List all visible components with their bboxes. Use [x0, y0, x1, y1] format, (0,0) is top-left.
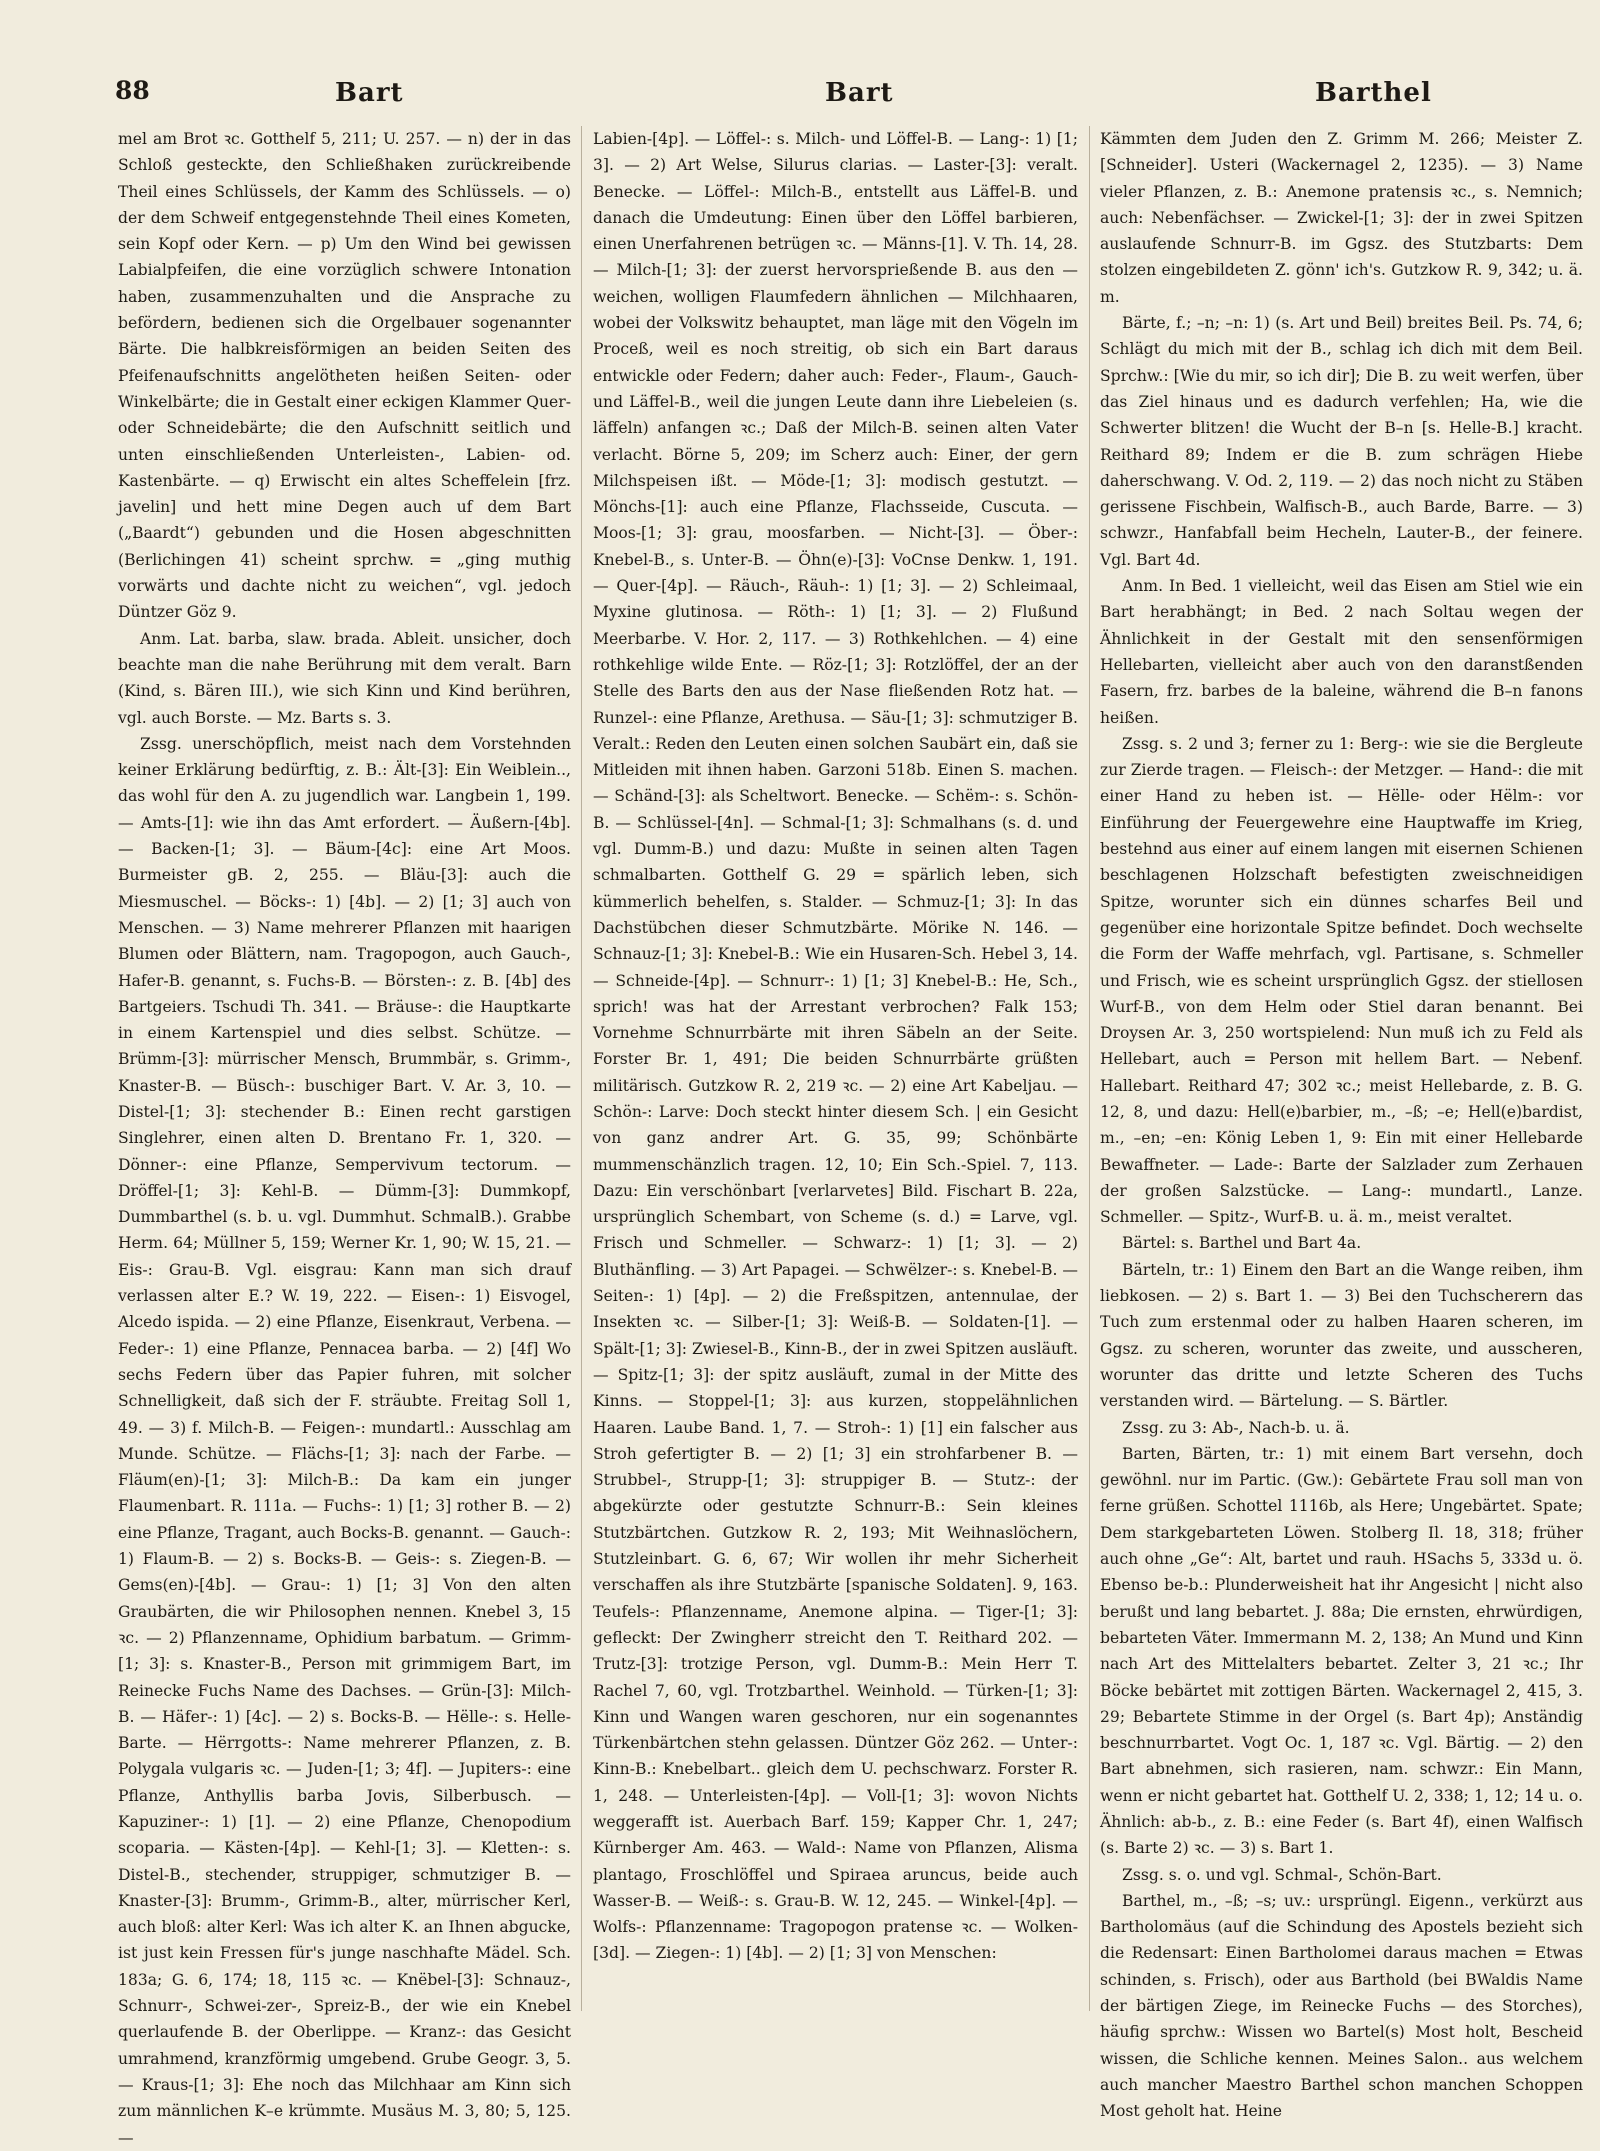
paragraph: Bärte, f.; –n; –n: 1) (s. Art und Beil) breites Beil. Ps. 74, 6; Schlägt du mich mit der B., schlag ich dich mit dem Beil. Sprchw.: [Wie du mir, so ich dir]; Die B. zu weit werfen, über das Ziel hinaus und es dadurch verfehlen; Ha, wie die Schwerter blitzen! die Wucht der B–n [s. Helle-B.] kracht. Reithard 89; Indem er die B. zum schrägen Hiebe daherschwang. V. Od. 2, 119. — 2) das noch nicht zu Stäben gerissene Fischbein, Walfisch-B., auch Barde, Barre. — 3) schwzr., Hanfabfall beim Hecheln, Lauter-B., der feinere. Vgl. Bart 4d. [1100, 314, 1583, 569]
paragraph: Anm. In Bed. 1 vielleicht, weil das Eisen am Stiel wie ein Bart herabhängt; in Bed. 2 nach Soltau wegen der Ähnlichkeit in der Gestalt mit den sensenförmigen Hellebarten, vielleicht aber auch von den daranstßenden Fasern, frz. barbes de la baleine, während die B–n fanons heißen. [1100, 577, 1583, 727]
paragraph: Zssg. zu 3: Ab-, Nach-b. u. ä. [1122, 1418, 1350, 1437]
column-right [1100, 126, 1583, 2121]
paragraph: mel am Brot ꝛc. Gotthelf 5, 211; U. 257. — n) der in das Schloß gesteckte, den Schließhaken zurückreibende Theil eines Schlüssels, der Kamm des Schlüssels. — o) der dem Schweif entgegenstehnde Theil eines Kometen, sein Kopf oder Kern. — p) Um den Wind bei gewissen Labialpfeifen, die eine vorzüglich schwere Intonation haben, zusammenzuhalten und die Ansprache zu befördern, bedienen sich die Orgelbauer sogenannter Bärte. Die halbkreisförmigen an beiden Seiten des Pfeifenaufschnitts angelötheten heißen Seiten- oder Winkelbärte; die in Gestalt einer eckigen Klammer Quer- oder Schneidebärte; die den Aufschnitt seitlich und unten einschließenden Unterleisten-, Labien- od. Kastenbärte. — q) Erwischt ein altes Scheffelein [frz. javelin] und hett mine Degen auch uf dem Bart („Baardt“) gebunden und die Hosen abgeschnitten (Berlichingen 41) scheint sprchw. = „ging muthig vorwärts und dachte nicht zu weichen“, vgl. jedoch Düntzer Göz 9. [118, 130, 571, 622]
running-headword-left: Bart [335, 78, 404, 108]
column-middle [593, 126, 1078, 2016]
paragraph: Anm. Lat. barba, slaw. brada. Ableit. unsicher, doch beachte man die nahe Berührung mit dem veralt. Barn (Kind, s. Bären III.), wie sich Kinn und Kind berühren, vgl. auch Borste. — Mz. Barts s. 3. [118, 629, 571, 727]
column-left [118, 126, 571, 2147]
paragraph: Barthel, m., –ß; –s; uv.: ursprüngl. Eigenn., verkürzt aus Bartholomäus (auf die Schindung des Apostels bezieht sich die Redensart: Einen Bartholomei daraus machen = Etwas schinden, s. Frisch), oder aus Barthold (bei BWaldis Name der bärtigen Ziege, im Reinecke Fuchs — des Storches), häufig sprchw.: Wissen wo Bartel(s) Most holt, Bescheid wissen, die Schliche kennen. Meines Salon.. aus welchem auch mancher Maestro Barthel schon manchen Schoppen Most geholt hat. Heine [1100, 1891, 1583, 2121]
paragraph: Bärteln, tr.: 1) Einem den Bart an die Wange reiben, ihm liebkosen. — 2) s. Bart 1. — 3) Bei den Tuchscherern das Tuch zum erstenmal oder zu halben Haaren scheren, im Ggsz. zu scheren, worunter das zweite, und ausscheren, worunter das dritte und letzte Scheren des Tuchs verstanden wird. — Bärtelung. — S. Bärtler. [1100, 1260, 1583, 1411]
paragraph: Zssg. s. o. und vgl. Schmal-, Schön-Bart. [1122, 1865, 1442, 1884]
paragraph: Kämmten dem Juden den Z. Grimm M. 266; Meister Z. [Schneider]. Usteri (Wackernagel 2, 1235). — 3) Name vieler Pflanzen, z. B.: Anemone pratensis ꝛc., s. Nemnich; auch: Nebenfächser. — Zwickel-[1; 3]: der in zwei Spitzen auslaufende Schnurr-B. im Ggsz. des Stutzbarts: Dem stolzen eingebildeten Z. gönn' ich's. Gutzkow R. 9, 342; u. ä. m. [1100, 130, 1583, 306]
paragraph: Bärtel: s. Barthel und Bart 4a. [1122, 1234, 1362, 1253]
paragraph: Barten, Bärten, tr.: 1) mit einem Bart versehn, doch gewöhnl. nur im Partic. (Gw.): Gebärtete Frau soll man von ferne grüßen. Schottel 1116b, als Here; Ungebärtet. Spate; Dem starkgebarteten Löwen. Stolberg Il. 18, 318; früher auch ohne „Ge“: Alt, bartet und rauh. HSachs 5, 333d u. ö. Ebenso be-b.: Plunderweisheit hat ihr Angesicht | nicht also berußt und lang bebartet. J. 88a; Die ernsten, ehrwürdigen, bebarteten Väter. Immermann M. 2, 138; An Mund und Kinn nach Art des Mittelalters bebartet. Zelter 3, 21 ꝛc.; Ihr Böcke bebärtet mit zottigen Bärten. Wackernagel 2, 415, 3. 29; Bebartete Stimme in der Orgel (s. Bart 4p); Anständig beschnurrbartet. Vogt Oc. 1, 187 ꝛc. Vgl. Bärtig. — 2) den Bart abnehmen, sich rasieren, nam. schwzr.: Ein Mann, wenn er nicht gebartet hat. Gotthelf U. 2, 338; 1, 12; 14 u. o. Ähnlich: ab-b., z. B.: eine Feder (s. Bart 4f), einen Walfisch (s. Barte 2) ꝛc. — 3) s. Bart 1. [1100, 1444, 1583, 1858]
running-headword-right: Barthel [1315, 78, 1432, 108]
paragraph: Zssg. unerschöpflich, meist nach dem Vorstehnden keiner Erklärung bedürftig, z. B.: Ält-[3]: Ein Weiblein.., das wohl für den A. zu jugendlich war. Langbein 1, 199. — Amts-[1]: wie ihn das Amt erfordert. — Äußern-[4b]. — Backen-[1; 3]. — Bäum-[4c]: eine Art Moos. Burmeister gB. 2, 255. — Bläu-[3]: auch die Miesmuschel. — Böcks-: 1) [4b]. — 2) [1; 3] auch von Menschen. — 3) Name mehrerer Pflanzen mit haarigen Blumen oder Blättern, nam. Tragopogon, auch Gauch-, Hafer-B. genannt, s. Fuchs-B. — Börsten-: z. B. [4b] des Bartgeiers. Tschudi Th. 341. — Bräuse-: die Hauptkarte in einem Kartenspiel und dies selbst. Schütze. — Brümm-[3]: mürrischer Mensch, Brummbär, s. Grimm-, Knaster-B. — Büsch-: buschiger Bart. V. Ar. 3, 10. — Distel-[1; 3]: stechender B.: Einen recht garstigen Singlehrer, einen alten D. Brentano Fr. 1, 320. — Dönner-: eine Pflanze, Sempervivum tectorum. — Dröffel-[1; 3]: Kehl-B. — Dümm-[3]: Dummkopf, Dummbarthel (s. b. u. vgl. Dummhut. SchmalB.). Grabbe Herm. 64; Müllner 5, 159; Werner Kr. 1, 90; W. 15, 21. — Eis-: Grau-B. Vgl. eisgrau: Kann man sich drauf verlassen alter E.? W. 19, 222. — Eisen-: 1) Eisvogel, Alcedo ispida. — 2) eine Pflanze, Eisenkraut, Verbena. — Feder-: 1) eine Pflanze, Pennacea barba. — 2) [4f] Wo sechs Federn über das Papier fuhren, mit solcher Schnelligkeit, daß sich der F. sträubte. Freitag Soll 1, 49. — 3) f. Milch-B. — Feigen-: mundartl.: Ausschlag am Munde. Schütze. — Flächs-[1; 3]: nach der Farbe. — Fläum(en)-[1; 3]: Milch-B.: Da kam ein junger Flaumenbart. R. 111a. — Fuchs-: 1) [1; 3] rother B. — 2) eine Pflanze, Tragant, auch Bocks-B. genannt. — Gauch-: 1) Flaum-B. — 2) s. Bocks-B. — Geis-: s. Ziegen-B. — Gems(en)-[4b]. — Grau-: 1) [1; 3] Von den alten Graubärten, die wir Philosophen nennen. Knebel 3, 15 ꝛc. — 2) Pflanzenname, Ophidium barbatum. — Grimm-[1; 3]: s. Knaster-B., Person mit grimmigem Bart, im Reinecke Fuchs Name des Dachses. — Grün-[3]: Milch-B. — Häfer-: 1) [4c]. — 2) s. Bocks-B. — Hëlle-: s. Helle-Barte. — Hërrgotts-: Name mehrerer Pflanzen, z. B. Polygala vulgaris ꝛc. — Juden-[1; 3; 4f]. — Jupiters-: eine Pflanze, Anthyllis barba Jovis, Silberbusch. — Kapuziner-: 1) [1]. — 2) eine Pflanze, Chenopodium scoparia. — Kästen-[4p]. — Kehl-[1; 3]. — Kletten-: s. Distel-B., stechender, struppiger, schmutziger B. — Knaster-[3]: Brumm-, Grimm-B., alter, mürrischer Kerl, auch bloß: alter Kerl: Was ich alter K. an Ihnen abgucke, ist just kein Fressen für's junge naschhafte Mädel. Sch. 183a; G. 6, 174; 18, 115 ꝛc. — Knëbel-[3]: Schnauz-, Schnurr-, Schwei-zer-, Spreiz-B., der wie ein Knebel querlaufende B. der Oberlippe. — Kranz-: das Gesicht umrahmend, kranzförmig umgebend. Grube Geogr. 3, 5. — Kraus-[1; 3]: Ehe noch das Milchhaar am Kinn sich zum männlichen K–e krümmte. Musäus M. 3, 80; 5, 125. — [118, 734, 571, 2147]
page-header [115, 66, 1600, 116]
paragraph: Zssg. s. 2 und 3; ferner zu 1: Berg-: wie sie die Bergleute zur Zierde tragen. — Fleisch-: der Metzger. — Hand-: die mit einer Hand zu heben ist. — Hëlle- oder Hëlm-: vor Einführung der Feuergewehre eine Hauptwaffe im Krieg, bestehnd aus einer auf einem langen mit eisernen Schienen beschlagenen Holzschaft befestigten zweischneidigen Spitze, worunter sich ein dünnes scharfes Beil und gegenüber eine horizontale Spitze befindet. Doch wechselte die Form der Waffe mehrfach, vgl. Partisane, s. Schmeller und Frisch, wie es scheint ursprünglich Ggsz. der stiellosen Wurf-B., von dem Helm oder Stiel daran benannt. Bei Droysen Ar. 3, 250 wortspielend: Nun muß ich zu Feld als Hellebart, auch = Person mit hellem Bart. — Nebenf. Hallebart. Reithard 47; 302 ꝛc.; meist Hellebarde, z. B. G. 12, 8, und dazu: Hell(e)barbier, m., –ß; –e; Hell(e)bardist, m., –en; –en: König Leben 1, 9: Ein mit einer Hellebarde Bewaffneter. — Lade-: Barte der Salzlader zum Zerhauen der großen Salzstücke. — Lang-: mundartl., Lanze. Schmeller. — Spitz-, Wurf-B. u. ä. m., meist veraltet. [1100, 734, 1583, 1227]
paragraph: Labien-[4p]. — Löffel-: s. Milch- und Löffel-B. — Lang-: 1) [1; 3]. — 2) Art Welse, Silurus clarias. — Laster-[3]: veralt. Benecke. — Löffel-: Milch-B., entstellt aus Läffel-B. und danach die Umdeutung: Einen über den Löffel barbieren, einen Unerfahrenen betrügen ꝛc. — Männs-[1]. V. Th. 14, 28. — Milch-[1; 3]: der zuerst hervorsprießende B. aus den — weichen, wolligen Flaumfedern ähnlichen — Milchhaaren, wobei der Volkswitz behauptet, man läge mit den Vögeln im Proceß, weil es noch streitig, ob sich ein Bart daraus entwickle oder Federn; daher auch: Feder-, Flaum-, Gauch- und Läffel-B., weil die jungen Leute dann ihre Liebeleien (s. läffeln) anfangen ꝛc.; Daß der Milch-B. seinen alten Vater verlacht. Börne 5, 209; im Scherz auch: Einer, der gern Milchspeisen ißt. — Möde-[1; 3]: modisch gestutzt. — Mönchs-[1]: auch eine Pflanze, Flachsseide, Cuscuta. — Moos-[1; 3]: grau, moosfarben. — Nicht-[3]. — Öber-: Knebel-B., s. Unter-B. — Öhn(e)-[3]: VoCnse Denkw. 1, 191. — Quer-[4p]. — Räuch-, Räuh-: 1) [1; 3]. — 2) Schleimaal, Myxine glutinosa. — Röth-: 1) [1; 3]. — 2) Flußund Meerbarbe. V. Hor. 2, 117. — 3) Rothkehlchen. — 4) eine rothkehlige wilde Ente. — Röz-[1; 3]: Rotzlöffel, der an der Stelle des Barts den aus der Nase fließenden Rotz hat. — Runzel-: eine Pflanze, Arethusa. — Säu-[1; 3]: schmutziger B. Veralt.: Reden den Leuten einen solchen Saubärt ein, daß sie Mitleiden mit ihnen haben. Garzoni 518b. Einen S. machen. — Schänd-[3]: als Scheltwort. Benecke. — Schëm-: s. Schön-B. — Schlüssel-[4n]. — Schmal-[1; 3]: Schmalhans (s. d. und vgl. Dumm-B.) und dazu: Mußte in seinen alten Tagen schmalbarten. Gotthelf G. 29 = spärlich leben, sich kümmerlich behelfen, s. Stalder. — Schmuz-[1; 3]: In das Dachstübchen dieser Schmutzbärte. Mörike N. 146. — Schnauz-[1; 3]: Knebel-B.: Wie ein Husaren-Sch. Hebel 3, 14. — Schneide-[4p]. — Schnurr-: 1) [1; 3] Knebel-B.: He, Sch., sprich! was hat der Arrestant verbrochen? Falk 153; Vornehme Schnurrbärte mit ihren Säbeln an der Seite. Forster Br. 1, 491; Die beiden Schnurrbärte grüßten militärisch. Gutzkow R. 2, 219 ꝛc. — 2) eine Art Kabeljau. — Schön-: Larve: Doch steckt hinter diesem Sch. | ein Gesicht von ganz andrer Art. G. 35, 99; Schönbärte mummenschänzlich tragen. 12, 10; Ein Sch.-Spiel. 7, 113. Dazu: Ein verschönbart [verlarvetes] Bild. Fischart B. 22a, ursprünglich Schembart, von Scheme (s. d.) = Larve, vgl. Frisch und Schmeller. — Schwarz-: 1) [1; 3]. — 2) Bluthänfling. — 3) Art Papagei. — Schwëlzer-: s. Knebel-B. — Seiten-: 1) [4p]. — 2) die Freßspitzen, antennulae, der Insekten ꝛc. — Silber-[1; 3]: Weiß-B. — Soldaten-[1]. — Spält-[1; 3]: Zwiesel-B., Kinn-B., der in zwei Spitzen ausläuft. — Spitz-[1; 3]: der spitz ausläuft, zumal in der Mitte des Kinns. — Stoppel-[1; 3]: aus kurzen, stoppelähnlichen Haaren. Laube Band. 1, 7. — Stroh-: 1) [1] ein falscher aus Stroh gefertigter B. — 2) [1; 3] ein strohfarbener B. — Strubbel-, Strupp-[1; 3]: struppiger B. — Stutz-: der abgekürzte oder gestutzte Schnurr-B.: Sein kleines Stutzbärtchen. Gutzkow R. 2, 193; Mit Weihnaslöchern, Stutzleinbart. G. 6, 67; Wir wollen ihr mehr Sicherheit verschaffen als ihre Stutzbärte [spanische Soldaten]. 9, 163. Teufels-: Pflanzenname, Anemone alpina. — Tiger-[1; 3]: gefleckt: Der Zwingherr streicht den T. Reithard 202. — Trutz-[3]: trotzige Person, vgl. Dumm-B.: Mein Herr T. Rachel 7, 60, vgl. Trotzbarthel. Weinhold. — Türken-[1; 3]: Kinn und Wangen waren geschoren, nur ein sogenanntes Türkenbärtchen stehn gelassen. Düntzer Göz 262. — Unter-: Kinn-B.: Knebelbart.. gleich dem U. pechschwarz. Forster R. 1, 248. — Unterleisten-[4p]. — Voll-[1; 3]: wovon Nichts weggerafft ist. Auerbach Barf. 159; Kapper Chr. 1, 247; Kürnberger Am. 463. — Wald-: Name von Pflanzen, Alisma plantago, Froschlöffel und Spiraea aruncus, beide auch Wasser-B. — Weiß-: s. Grau-B. W. 12, 245. — Winkel-[4p]. — Wolfs-: Pflanzenname: Tragopogon pratense ꝛc. — Wolken-[3d]. — Ziegen-: 1) [4b]. — 2) [1; 3] von Menschen: [593, 130, 1078, 1963]
running-headword-center: Bart [825, 78, 894, 108]
page-number: 88 [115, 76, 150, 105]
column-divider [581, 126, 582, 2011]
column-divider [1089, 126, 1090, 2011]
